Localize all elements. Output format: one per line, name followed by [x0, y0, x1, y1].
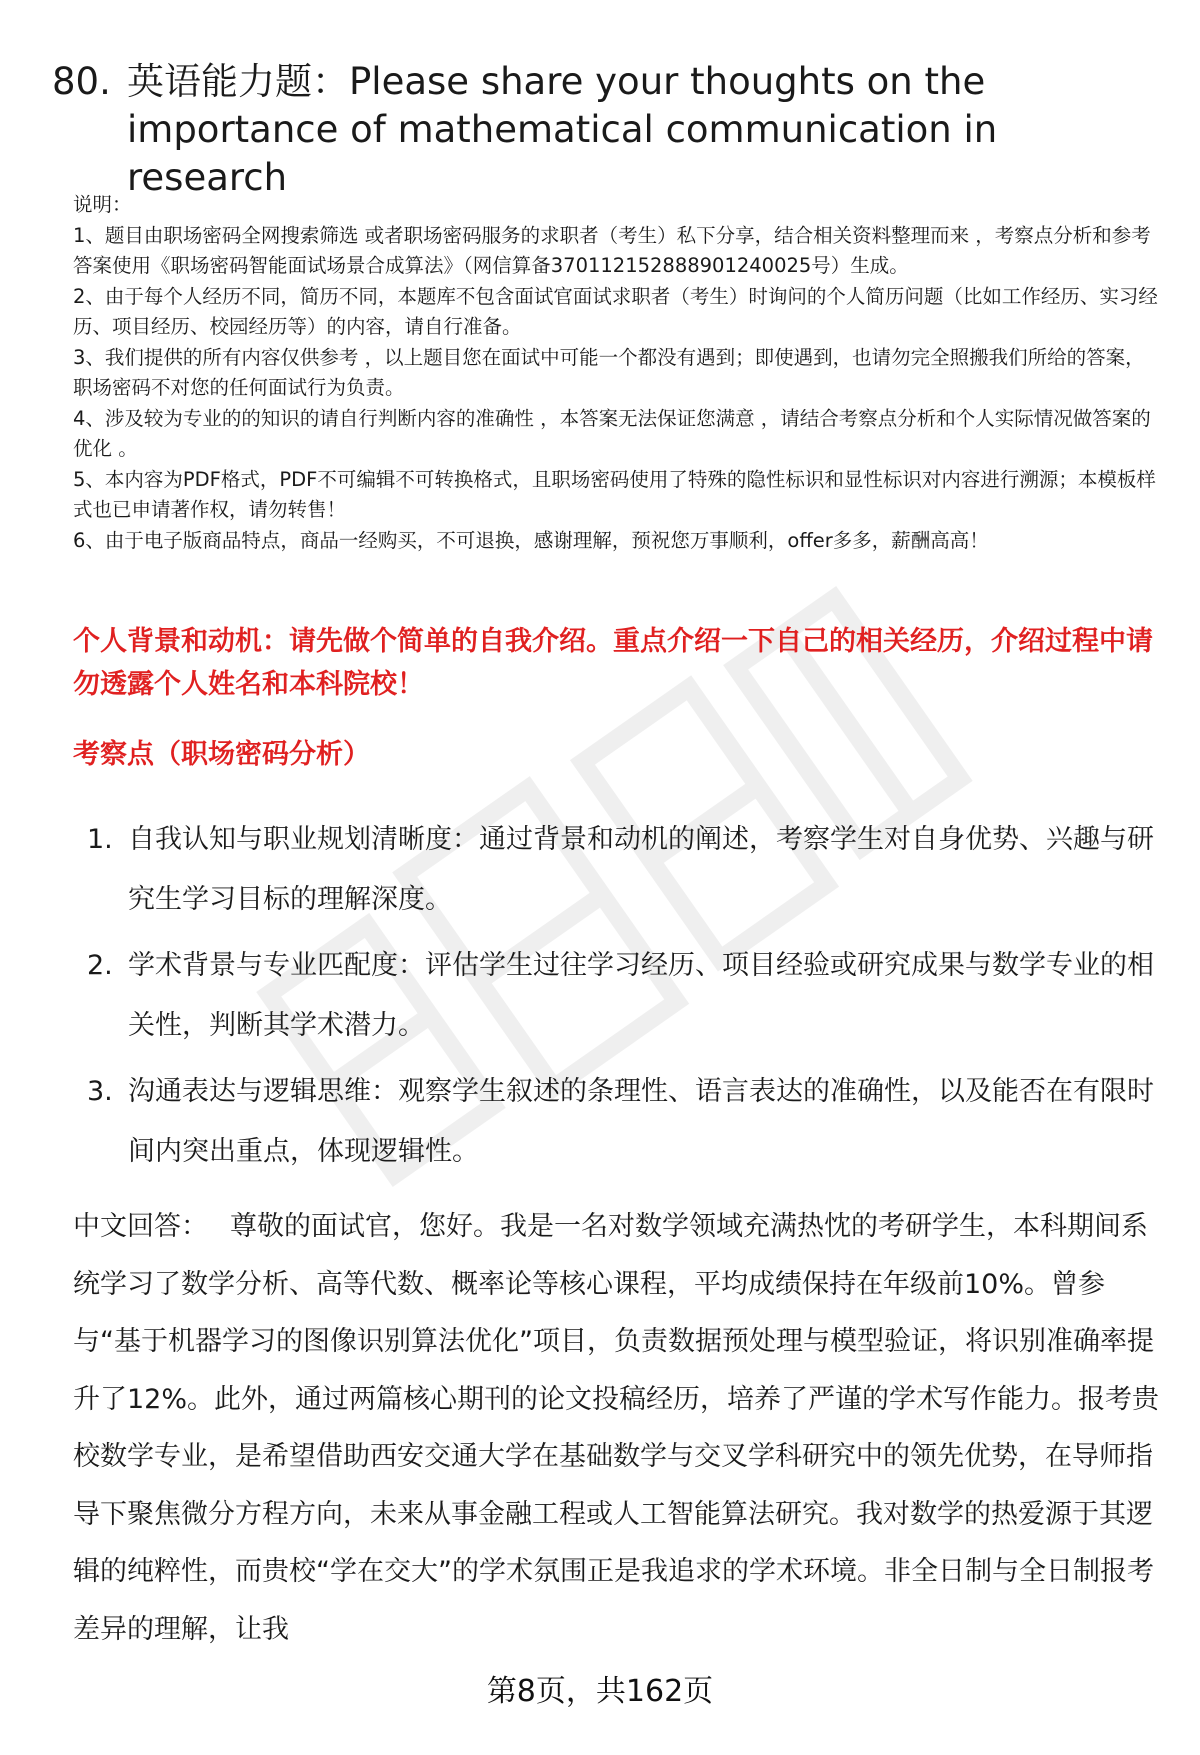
- point-text: 自我认知与职业规划清晰度：通过背景和动机的阐述，考察学生对自身优势、兴趣与研究生学习目标的理解深度。: [128, 824, 1154, 915]
- answer-paragraph: [73, 1198, 1168, 1658]
- notes-item: 5、本内容为PDF格式，PDF不可编辑不可转换格式，且职场密码使用了特殊的隐性标识和显性标识对内容进行溯源；本模板样式也已申请著作权，请勿转售！: [73, 467, 1156, 521]
- notes-title: 说明：: [73, 193, 132, 216]
- point-text: 沟通表达与逻辑思维：观察学生叙述的条理性、语言表达的准确性，以及能否在有限时间内突出重点，体现逻辑性。: [128, 1076, 1154, 1167]
- point-number: 1.: [87, 824, 113, 855]
- notes-item: 1、题目由职场密码全网搜索筛选 或者职场密码服务的求职者（考生）私下分享，结合相关资料整理而来 ，考察点分析和参考答案使用《职场密码智能面试场景合成算法》（网信算备370112152888901240025号）生成。: [73, 223, 1151, 277]
- notes-section: [73, 190, 1163, 556]
- notes-item: 2、由于每个人经历不同，简历不同，本题库不包含面试官面试求职者（考生）时询问的个人简历问题（比如工作经历、实习经历、项目经历、校园经历等）的内容，请自行准备。: [73, 284, 1158, 338]
- page-footer: 第8页，共162页: [486, 1674, 714, 1709]
- question-text: 英语能力题：Please share your thoughts on the importance of mathematical communication in research: [127, 60, 998, 199]
- background-prompt: 个人背景和动机：请先做个简单的自我介绍。重点介绍一下自己的相关经历，介绍过程中请勿透露个人姓名和本科院校！: [73, 626, 1153, 700]
- analysis-point: [73, 936, 1163, 1056]
- analysis-point: [73, 810, 1163, 930]
- point-number: 3.: [87, 1076, 113, 1107]
- answer-text: 尊敬的面试官，您好。我是一名对数学领域充满热忱的考研学生，本科期间系统学习了数学分析、高等代数、概率论等核心课程，平均成绩保持在年级前10%。曾参与“基于机器学习的图像识别算法优化”项目，负责数据预处理与模型验证，将识别准确率提升了12%。此外，通过两篇核心期刊的论文投稿经历，培养了严谨的学术写作能力。报考贵校数学专业，是希望借助西安交通大学在基础数学与交叉学科研究中的领先优势，在导师指导下聚焦微分方程方向，未来从事金融工程或人工智能算法研究。我对数学的热爱源于其逻辑的纯粹性，而贵校“学在交大”的学术氛围正是我追求的学术环境。非全日制与全日制报考差异的理解，让我: [73, 1211, 1160, 1645]
- answer-lead: 中文回答：: [73, 1211, 208, 1242]
- notes-item: 4、涉及较为专业的的知识的请自行判断内容的准确性 ，本答案无法保证您满意 ，请结合考察点分析和个人实际情况做答案的优化 。: [73, 406, 1151, 460]
- question-number: 80.: [52, 60, 111, 103]
- analysis-title: 考察点（职场密码分析）: [73, 739, 370, 770]
- point-number: 2.: [87, 950, 113, 981]
- notes-item: 6、由于电子版商品特点，商品一经购买，不可退换，感谢理解，预祝您万事顺利，offer多多，薪酬高高！: [73, 528, 989, 552]
- point-text: 学术背景与专业匹配度：评估学生过往学习经历、项目经验或研究成果与数学专业的相关性，判断其学术潜力。: [128, 950, 1154, 1041]
- analysis-point: [73, 1062, 1163, 1182]
- question-heading: [52, 58, 1162, 202]
- analysis-points: [73, 810, 1163, 1188]
- notes-item: 3、我们提供的所有内容仅供参考 ，以上题目您在面试中可能一个都没有遇到；即使遇到，也请勿完全照搬我们所给的答案，职场密码不对您的任何面试行为负责。: [73, 345, 1145, 399]
